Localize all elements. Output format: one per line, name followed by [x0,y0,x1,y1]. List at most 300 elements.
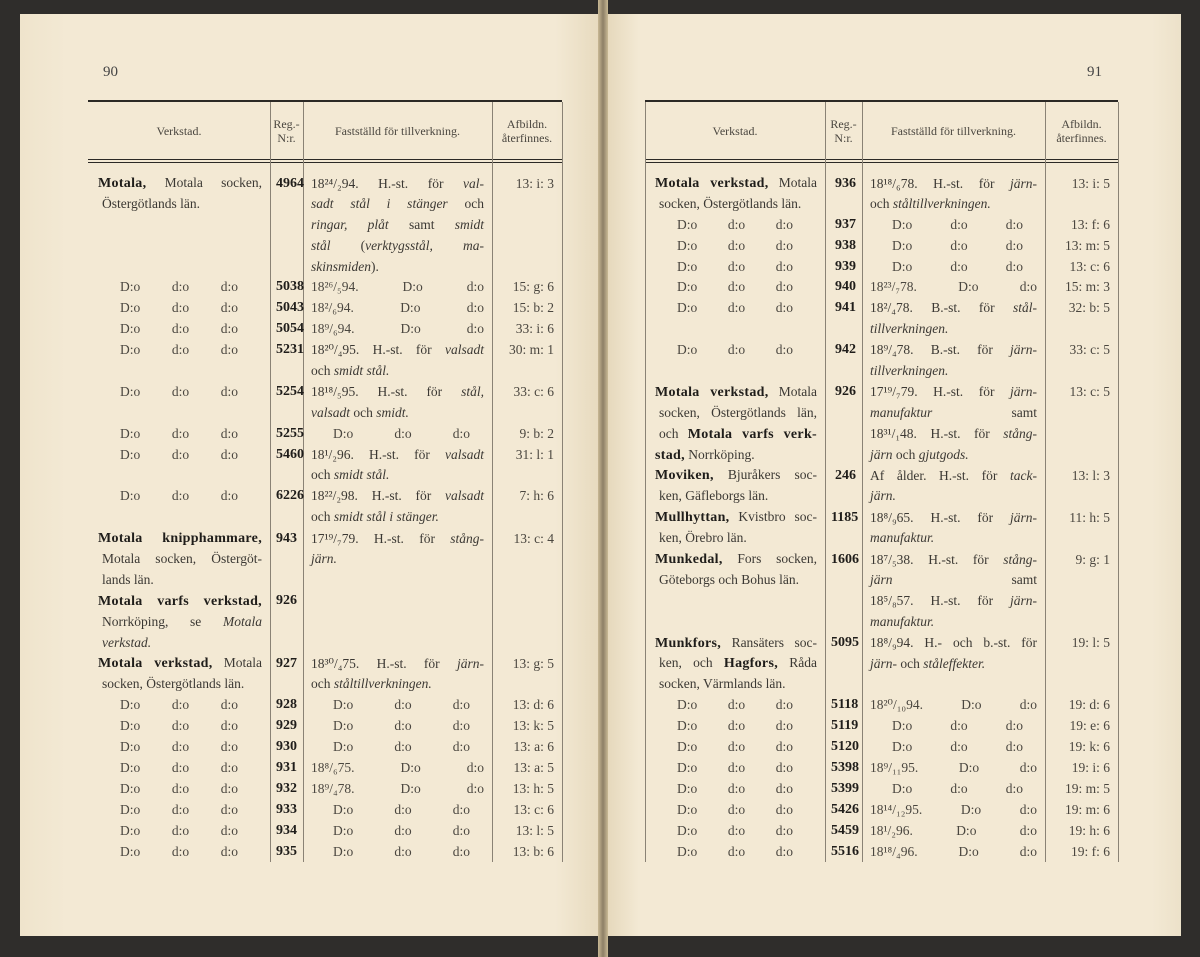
table-row [88,173,562,194]
ditto-word: d:o [220,300,238,316]
reg-number: 934 [276,822,297,838]
ditto-word: 18⁹/₆94. [311,321,355,337]
ditto-word: d:o [171,759,190,775]
reg-number: 5054 [276,321,304,337]
description-cell [862,821,1045,842]
header-verkstad: Verkstad. [712,123,758,138]
reg-number: 931 [276,759,297,775]
entry-text: stång- [1003,551,1037,567]
description-cell [862,591,1045,612]
ditto-word: D:o [120,300,141,316]
reg-number: 5398 [831,759,859,775]
figure-reference: 33: i: 6 [515,321,554,337]
ditto-word: D:o [402,279,423,295]
table-row [88,716,562,737]
ditto-word: d:o [220,843,238,859]
reg-number: 1185 [831,509,859,525]
entry-text: gjutgods. [918,447,969,463]
description-cell [303,445,492,466]
ditto-word: d:o [220,697,238,713]
description-cell [303,529,492,550]
ditto-word: d:o [775,801,793,817]
entry-text: 18⁵/₈57. H.-st. för [870,592,1010,608]
entry-text: ( [330,237,366,253]
table-row [88,549,562,570]
header-afbildn: Afbildn. återfinnes. [501,116,553,145]
table-row [645,382,1118,403]
table-row [645,612,1118,633]
ditto-word: D:o [892,216,913,232]
figure-reference: 19: k: 6 [1068,739,1110,755]
header-afbildn: Afbildn. återfinnes. [1056,116,1107,145]
table-row [88,215,562,236]
place-cell [645,194,825,215]
ditto-word: d:o [466,279,484,295]
reg-number: 5255 [276,425,304,441]
header-rule [645,159,1118,160]
reg-number: 5516 [831,843,859,859]
ditto-word: D:o [677,759,698,775]
reg-number: 246 [835,467,856,483]
figure-reference: 19: e: 6 [1069,718,1110,734]
table-header [88,102,562,159]
place-cell [88,528,270,550]
place-cell [88,779,270,800]
ditto-word: D:o [400,300,421,316]
place-cell [645,403,825,424]
ditto-word: d:o [466,321,484,337]
table-row [88,465,562,486]
entry-text: och [311,363,334,379]
reg-number: 926 [835,384,856,400]
table-row [88,674,562,695]
entry-text: Af ålder. H.-st. för [870,467,1011,483]
header-reg-nr: Reg.- N:r. [830,116,857,145]
table-row [88,528,562,549]
place-cell [645,549,825,571]
table-row [645,653,1118,674]
ditto-word: D:o [120,801,141,817]
entry-text: ståltillverkningen. [892,195,991,211]
description-cell [303,779,492,800]
reg-number: 5118 [831,697,859,713]
reg-number: 929 [276,718,297,734]
place-cell [88,716,270,737]
ditto-word: d:o [1005,258,1023,274]
description-cell [862,486,1045,507]
description-cell [303,716,492,737]
entry-name: stad, [655,447,685,463]
table-row [645,340,1118,361]
reg-number: 5459 [831,822,859,838]
ditto-word: d:o [452,843,470,859]
reg-number: 6226 [276,488,304,504]
ditto-word: d:o [727,843,746,859]
place-cell [88,653,270,675]
figure-reference: 13: i: 5 [1071,175,1110,191]
entry-text: socken, Värmlands län. [659,676,786,692]
entry-text: stång- [450,530,484,546]
description-cell [303,842,492,863]
table-row [88,424,562,445]
figure-reference: 32: b: 5 [1068,300,1110,316]
table-row [645,633,1118,654]
figure-reference: 13: l: 5 [515,822,554,838]
entry-text: och [311,676,334,692]
table-row [645,277,1118,298]
table-row [645,403,1118,424]
reg-number: 5399 [831,780,859,796]
table-row [88,570,562,591]
entry-text: val- [463,175,484,191]
entry-name: Munkfors, [655,635,722,651]
reg-number: 941 [835,300,856,316]
reg-number: 5038 [276,279,304,295]
description-cell [303,382,492,403]
description-cell [862,716,1045,737]
description-cell [303,277,492,298]
description-cell [862,528,1045,549]
table-row [88,633,562,654]
ditto-word: D:o [958,843,979,859]
ditto-word: D:o [333,801,354,817]
ditto-word: d:o [727,216,746,232]
place-cell [645,507,825,529]
ditto-word: d:o [171,843,190,859]
table-row [645,716,1118,737]
description-cell [862,319,1045,340]
entry-text: Motala [212,655,262,671]
ditto-word: D:o [120,279,141,295]
table-header [645,102,1118,159]
ditto-word: D:o [677,258,698,274]
table-row [645,424,1118,445]
header-rule [645,162,1118,163]
figure-reference: 33: c: 6 [513,383,554,399]
ditto-word: 18¹⁴/₁₂95. [870,801,923,817]
place-cell [88,319,270,340]
place-cell [645,779,825,800]
description-cell [303,465,492,486]
place-cell [88,800,270,821]
ditto-word: D:o [333,843,354,859]
ditto-word: D:o [120,759,141,775]
ditto-word: d:o [775,843,793,859]
description-cell [303,674,492,695]
ditto-word: d:o [775,300,793,316]
ditto-word: d:o [775,342,793,358]
ditto-word: D:o [120,697,141,713]
entry-text: 18³⁰/₄75. H.-st. för [311,655,457,671]
entry-text: 17¹⁹/₇79. H.-st. för [311,530,451,546]
entry-text: ken, Gäfleborgs län. [659,488,769,504]
column-divider [562,102,563,862]
ditto-word: d:o [775,258,793,274]
ditto-word: d:o [727,822,746,838]
ditto-word: D:o [677,739,698,755]
place-cell [88,591,270,613]
figure-reference: 13: a: 5 [513,759,554,775]
ditto-word: d:o [394,801,412,817]
figure-reference: 31: l: 1 [515,446,554,462]
ditto-word: d:o [775,279,793,295]
ditto-word: d:o [452,739,470,755]
column-divider [1118,102,1119,862]
ditto-word: d:o [220,383,238,399]
place-cell [645,633,825,655]
ditto-word: d:o [1019,801,1037,817]
reg-number: 5254 [276,383,304,399]
entry-text: Bjuråkers soc- [713,467,817,483]
ditto-word: d:o [171,697,190,713]
figure-reference: 15: g: 6 [512,279,554,295]
entry-text: 18⁸/₉94. H.- och b.-st. för [870,635,1037,651]
entry-name: Motala verkstad, [655,176,769,191]
entry-text: 18²⁰/₄95. H.-st. för [311,342,445,358]
ditto-word: D:o [677,780,698,796]
entry-text: och [311,509,334,525]
ditto-word: D:o [333,425,354,441]
header-faststalld: Fastställd för tillverkning. [891,123,1016,138]
place-cell [88,695,270,716]
description-cell [303,800,492,821]
figure-reference: 13: a: 6 [513,739,554,755]
table-row [645,528,1118,549]
description-cell [303,361,492,382]
entry-name: Motala verkstad, [98,656,213,672]
entry-text: Motala [768,175,817,190]
table-row [88,507,562,528]
entry-text: tack- [1010,467,1037,483]
figure-reference: 7: h: 6 [519,488,554,504]
entry-text: Kvistbro soc- [729,509,817,525]
description-cell [303,257,492,278]
place-cell [645,842,825,863]
entry-text: manufaktur. [870,530,935,546]
entry-text: samt [932,404,1037,420]
place-cell [645,298,825,319]
entry-text: Motala socken, [146,175,262,190]
ditto-word: D:o [333,822,354,838]
ditto-word: D:o [677,843,698,859]
ditto-word: d:o [775,759,793,775]
ditto-word: D:o [958,759,980,775]
ditto-word: d:o [1005,216,1023,232]
entry-text: 18⁷/₅38. H.-st. för [870,551,1004,567]
figure-reference: 9: b: 2 [519,425,554,441]
reg-number: 933 [276,801,297,817]
ditto-word: d:o [727,258,746,274]
ditto-word: d:o [775,739,793,755]
description-cell [303,549,492,570]
right-page [604,14,1181,936]
header-verkstad: Verkstad. [156,123,202,138]
entry-text: ståltillverkningen. [333,676,432,692]
entry-text: järn- [457,655,484,671]
place-cell [645,215,825,236]
description-cell [862,737,1045,758]
entry-text: Motala [768,383,817,399]
entry-text: 18²⁴/₂94. H.-st. för [311,175,463,191]
ditto-word: d:o [220,321,238,337]
description-cell [862,277,1045,298]
ditto-word: d:o [171,446,190,462]
figure-reference: 13: k: 5 [512,718,554,734]
ditto-word: d:o [220,801,238,817]
ditto-word: D:o [677,822,698,838]
ditto-word: d:o [220,780,238,796]
entry-text: Ransäters soc- [721,634,817,650]
description-cell [303,298,492,319]
table-row [88,194,562,215]
ditto-word: D:o [677,697,698,713]
place-cell [88,277,270,298]
table-row [645,361,1118,382]
description-cell [862,633,1045,654]
ditto-word: D:o [333,739,354,755]
place-cell [645,716,825,737]
ditto-word: d:o [220,446,238,462]
page-number: 90 [103,64,118,80]
ditto-word: d:o [394,822,412,838]
ditto-word: d:o [171,718,190,734]
entry-text: ståleffekter. [923,655,986,671]
ditto-word: d:o [950,258,968,274]
ditto-word: 18¹⁸/₄96. [870,843,918,859]
entry-text: 18²²/₂98. H.-st. för [311,488,445,504]
ditto-word: d:o [1005,718,1023,734]
ditto-word: d:o [394,718,412,734]
place-cell [645,486,825,507]
reg-number: 5426 [831,801,859,817]
place-cell [645,236,825,257]
place-cell [88,382,270,403]
place-cell [645,277,825,298]
table-row [88,779,562,800]
place-cell [88,633,270,654]
place-cell [88,445,270,466]
entry-text: lands län. [102,571,154,587]
entry-text: verktygsstål, ma- [365,237,484,253]
ditto-word: d:o [171,822,190,838]
table-row [88,445,562,466]
figure-reference: 33: c: 5 [1069,342,1110,358]
entry-name: Mullhyttan, [655,510,730,526]
ditto-word: d:o [452,425,470,441]
place-cell [88,424,270,445]
figure-reference: 19: m: 5 [1064,780,1110,796]
reg-number: 5460 [276,446,304,462]
entry-text: 18¹⁸/₆78. H.-st. för [870,175,1010,191]
entry-text: samt [388,216,455,232]
place-cell [645,653,825,675]
entry-text: ken, Örebro län. [659,530,747,546]
description-cell [862,215,1045,236]
ditto-word: D:o [892,258,913,274]
entry-name: Moviken, [655,468,714,484]
figure-reference: 13: h: 5 [512,780,554,796]
table-row [645,842,1118,863]
entry-text: 18⁹/₄78. B.-st. för [870,342,1010,358]
ditto-word: D:o [677,216,698,232]
reg-number: 942 [835,342,856,358]
ditto-word: d:o [1019,279,1037,295]
table-row [645,507,1118,528]
figure-reference: 19: m: 6 [1064,801,1110,817]
entry-name: Hagfors, [723,656,778,672]
ditto-word: D:o [677,237,698,253]
reg-number: 5231 [276,342,304,358]
entry-text: Motala socken, Östergöt- [102,551,262,567]
ditto-word: 18¹/₂96. [870,822,913,838]
ditto-word: d:o [775,237,793,253]
description-cell [303,695,492,716]
entry-text: järn. [311,551,337,567]
place-cell [645,528,825,549]
ditto-word: d:o [394,739,412,755]
entry-text: stål, [461,383,484,399]
ditto-word: d:o [466,759,484,775]
place-cell [645,340,825,361]
reg-number: 943 [276,530,297,546]
table-row [88,340,562,361]
description-cell [862,695,1045,716]
ditto-word: d:o [775,822,793,838]
table-row [645,758,1118,779]
entry-text: Östergötlands län. [102,195,200,211]
entry-text: Fors socken, [722,551,817,567]
reg-number: 5043 [276,300,304,316]
table-row [88,382,562,403]
table-row [645,800,1118,821]
entry-text: Råda [778,655,817,671]
figure-reference: 13: i: 3 [515,175,554,191]
description-cell [862,424,1045,445]
place-cell [88,340,270,361]
table-body [88,173,562,862]
entry-text: valsadt [445,488,484,504]
ditto-word: D:o [120,342,141,358]
place-cell [88,758,270,779]
figure-reference: 13: g: 5 [512,655,554,671]
ditto-word: D:o [960,801,982,817]
ditto-word: 18²⁶/₅94. [311,279,359,295]
description-cell [862,508,1045,529]
ditto-word: 18⁹/₁₁95. [870,759,919,775]
entry-text: Norrköping, se [102,613,223,629]
description-cell [303,174,492,195]
figure-reference: 11: h: 5 [1069,509,1110,525]
description-cell [862,174,1045,195]
figure-reference: 30: m: 1 [508,342,554,358]
table-row [88,653,562,674]
ditto-word: D:o [892,237,913,253]
ditto-word: d:o [950,216,968,232]
description-cell [303,215,492,236]
place-cell [88,842,270,863]
figure-reference: 13: c: 6 [513,801,554,817]
place-cell [88,674,270,695]
entry-text: sadt stål i stänger [311,195,448,211]
reg-number: 932 [276,780,297,796]
description-cell [862,612,1045,633]
entry-text: Norrköping. [684,446,755,462]
entry-text: och [897,655,924,671]
table-row [645,821,1118,842]
ditto-word: d:o [950,739,968,755]
description-cell [862,236,1045,257]
description-cell [862,570,1045,591]
